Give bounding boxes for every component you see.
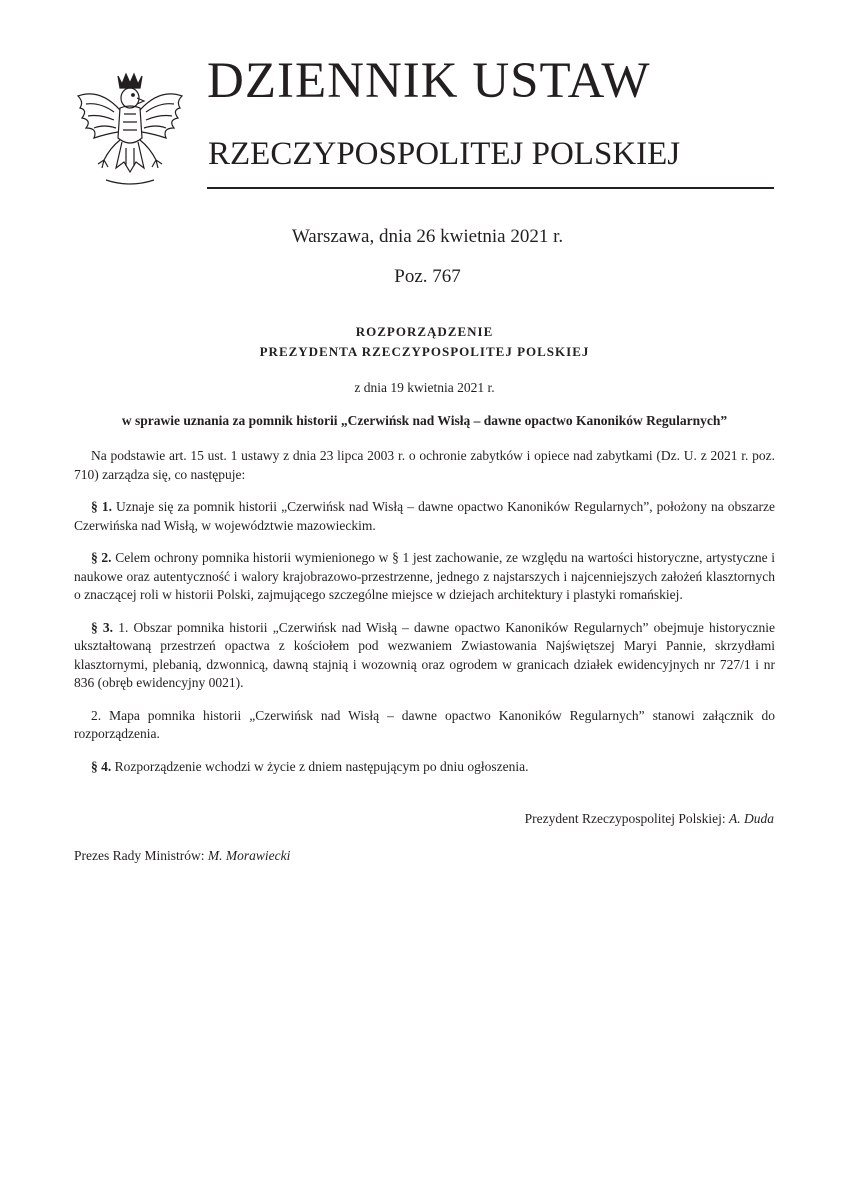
paragraph-1-label: § 1. [91, 499, 112, 514]
issue-date: Warszawa, dnia 26 kwietnia 2021 r. [291, 226, 564, 247]
polish-eagle-emblem-icon [70, 68, 190, 192]
paragraph-4-text: Rozporządzenie wchodzi w życie z dniem następującym po dniu ogłoszenia. [114, 758, 529, 774]
president-name: A. Duda [729, 811, 774, 826]
paragraph-3-text: 1. Obszar pomnika historii „Czerwińsk nad Wisłą – dawne opactwo Kanoników Regularnych” obejmuje historycznie ukształtowaną przestrzeń opactwa z kościołem pod wezwaniem Zwiastowania Najświętszej Maryi Pannie, skrzydłami klasztornymi, plebanią, dzwonnicą, dawną stajnią i wozownią oraz ogrodem w granicach działek ewidencyjnych nr 727/1 i nr 836 (obręb ewidencyjny 0021). [74, 619, 776, 690]
paragraph-1-text: Uznaje się za pomnik historii „Czerwińsk nad Wisłą – dawne opactwo Kanoników Regularnych”, położony na obszarze Czerwińska nad Wisłą, w województwie mazowieckim. [74, 499, 776, 533]
act-issuer: PREZYDENTA RZECZYPOSPOLITEJ POLSKIEJ [259, 344, 590, 359]
president-signature [525, 811, 774, 827]
president-role: Prezydent Rzeczypospolitej Polskiej: [524, 811, 726, 826]
pm-role: Prezes Rady Ministrów: [74, 848, 205, 863]
gazette-title: DZIENNIK USTAW [207, 53, 651, 109]
masthead-divider [207, 187, 774, 189]
position-number: Poz. 767 [394, 266, 461, 287]
paragraph-2 [74, 549, 775, 605]
paragraph-2-text: Celem ochrony pomnika historii wymienionego w § 1 jest zachowanie, ze względu na wartości historyczne, artystyczne i naukowe oraz autentyczność i walory krajobrazowo-przestrzenne, jednego z najstarszych i najcenniejszych założeń klasztornych o znaczącej roli w historii Polski, zajmującego szczególne miejsce w dziejach architektury i plastyki romańskiej. [74, 550, 775, 602]
paragraph-1 [74, 498, 775, 535]
paragraph-4 [74, 758, 775, 777]
pm-name: M. Morawiecki [207, 848, 291, 863]
paragraph-3 [74, 619, 775, 693]
paragraph-3-item-2: 2. Mapa pomnika historii „Czerwińsk nad Wisłą – dawne opactwo Kanoników Regularnych” stanowi załącznik do rozporządzenia. [74, 707, 775, 741]
paragraph-2-label: § 2. [91, 550, 112, 565]
preamble: Na podstawie art. 15 ust. 1 ustawy z dnia 23 lipca 2003 r. o ochronie zabytków i opiece nad zabytkami (Dz. U. z 2021 r. poz. 710) zarządza się, co następuje: [74, 448, 775, 482]
act-subject: w sprawie uznania za pomnik historii „Czerwińsk nad Wisłą – dawne opactwo Kanoników Regularnych” [121, 413, 728, 428]
paragraph-4-label: § 4. [91, 758, 112, 774]
paragraph-3-label: § 3. [91, 619, 114, 635]
act-type: ROZPORZĄDZENIE [355, 324, 494, 339]
act-body [74, 447, 775, 790]
act-date: z dnia 19 kwietnia 2021 r. [354, 380, 495, 395]
prime-minister-signature [74, 848, 290, 864]
gazette-subtitle: RZECZYPOSPOLITEJ POLSKIEJ [208, 136, 681, 172]
